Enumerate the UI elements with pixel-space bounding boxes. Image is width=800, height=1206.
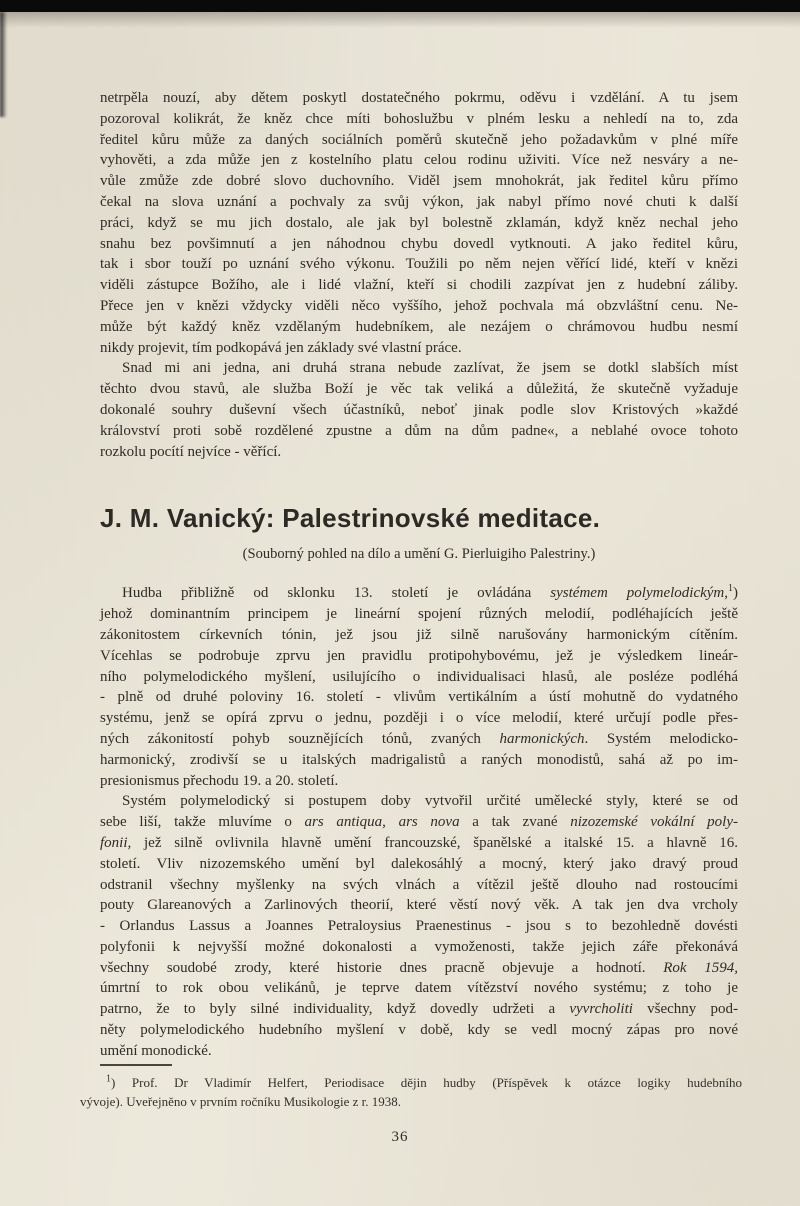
text-line: tak i sbor touží po uznání svého výkonu. Toužili po něm nejen věřící lidé, kteří v knězi	[100, 256, 738, 273]
text-line: nikdy projevit, tím podkopává jen základy své vlastní práce.	[100, 339, 462, 356]
text-line: století. Vliv nizozemského umění byl dalekosáhlý a mocný, který jako dravý proud	[100, 855, 738, 872]
document-page	[0, 12, 800, 1206]
text-line: Snad mi ani jedna, ani druhá strana nebude zazlívat, že jsem se dotkl slabších míst	[122, 360, 738, 377]
article-body-section	[100, 583, 738, 1061]
paragraph	[100, 583, 738, 791]
text-line: fonii, jež silně ovlivnila hlavně umění francouzské, španělské a italské 15. a hlavně 16.	[100, 834, 738, 851]
text-line: vývoje). Uveřejněno v prvním ročníku Musikologie z r. 1938.	[80, 1093, 401, 1109]
text-line: viděli zástupce Božího, ale i lidé vlažní, kteří si chodili zazpívat jen z hudební záliby.	[100, 277, 738, 294]
text-line: vůle zmůže zde dobré slovo duchovního. Viděl jsem mnohokrát, jak ředitel kůru přímo	[100, 173, 738, 190]
text-line: práci, když se mu jich dostalo, ale jak byl bolestně zklamán, když kněz nechal jeho	[100, 214, 738, 231]
text-line: ných zákonitostí pohyb souznějících tónů, zvaných harmonických. Systém melodicko-	[100, 730, 738, 747]
text-line: jehož dominantním principem je lineární spojení různých melodií, podléhajících ještě	[100, 606, 738, 623]
text-line: zákonitostem církevních tónin, jež jsou již silně narušovány harmonickým cítěním.	[100, 626, 738, 643]
text-line: snahu bez povšimnutí a jen náhodnou chybu dovedl vytknouti. A jako ředitel kůru,	[100, 235, 738, 252]
article-heading: J. M. Vanický: Palestrinovské meditace.	[100, 503, 601, 534]
page-number: 36	[391, 1128, 409, 1145]
text-line: umění monodické.	[100, 1042, 212, 1059]
footnote-section	[80, 1073, 742, 1111]
text-line: polyfonii k nejvyšší možné dokonalosti a vymoženosti, takže jejich záře překonává	[100, 938, 738, 955]
text-line: sebe liší, takže mluvíme o ars antiqua, ars nova a tak zvané nizozemské vokální poly-	[100, 814, 738, 831]
text-line: Vícehlas se podrobuje zprvu jen pravidlu protipohybovému, jež je výsledkem lineár-	[100, 647, 738, 664]
page-content	[0, 12, 800, 1146]
text-line: harmonický, zrodivší se u italských madrigalistů a raných monodistů, sahá až po im-	[100, 751, 738, 768]
footnote-divider	[100, 1064, 172, 1066]
paragraph	[80, 1073, 742, 1111]
text-line: netrpěla nouzí, aby dětem poskytl dostatečného pokrmu, oděvu i vzdělání. A tu jsem	[100, 90, 738, 106]
article-subtitle: (Souborný pohled na dílo a umění G. Pierluigiho Palestriny.)	[242, 546, 596, 563]
paragraph	[100, 88, 738, 358]
paragraph	[100, 358, 738, 462]
text-line: těchto dvou stavů, ale služba Boží je věc tak veliká a důležitá, že skutečně vyžaduje	[100, 381, 738, 398]
text-line: dokonalé souhry duševní všech účastníků, neboť jinak podle slov Kristových »každé	[100, 401, 738, 418]
text-line: Přece jen v knězi vždycky viděli něco vyššího, jehož pochvala má obzvláštní cenu. Ne-	[100, 297, 738, 314]
text-line: vyhověti, a zda může jen z kostelního platu celou rodinu uživiti. Více než nesváry a ne-	[100, 152, 738, 169]
text-line: království proti sobě rozdělené zpustne a dům na dům padne«, a neblahé ovoce tohoto	[100, 422, 738, 439]
text-line: čekal na slova uznání a pochvaly za svůj výkon, jak nabyl přímo nové chuti k další	[100, 193, 738, 210]
text-line: úmrtní to rok obou velikánů, je teprve datem vítězství nového systému; z toho je	[100, 980, 738, 997]
text-line: Systém polymelodický si postupem doby vytvořil určité umělecké styly, které se od	[122, 793, 738, 810]
text-line: - Orlandus Lassus a Joannes Petraloysius Praenestinus - jsou s to bezohledně dovésti	[100, 918, 738, 935]
scanner-edge-top	[0, 0, 800, 12]
paragraph	[100, 791, 738, 1061]
text-line: rozkolu pocítí nejvíce - věřící.	[100, 443, 282, 460]
text-line: $^1$) Prof. Dr Vladimír Helfert, Periodisace dějin hudby (Příspěvek k otázce logiky hudebního	[106, 1073, 742, 1090]
intro-section	[100, 12, 738, 462]
text-line: může být každý kněz vzdělaným hudebníkem, ale nezájem o chrámovou hudbu nesmí	[100, 318, 738, 335]
text-line: všechny soudobé zrody, které historie dnes pracně objevuje a hodnotí. Rok 1594,	[100, 959, 739, 976]
text-line: pozoroval kolikrát, že kněz chce míti bohoslužbu v plném lesku a nehledí na to, zda	[100, 110, 738, 127]
text-line: Hudba přibližně od sklonku 13. století je ovládána systémem polymelodickým,$^1$)	[122, 583, 738, 602]
text-line: pouty Glareanových a Zarlinových theorií, které věstí nový věk. A tak jen dva vrcholy	[100, 897, 738, 914]
text-line: něty polymelodického hudebního myšlení v době, kdy se vedl mocný zápas pro nové	[100, 1022, 738, 1039]
text-line: systému, jenž se opírá zprvu o jednu, později i o více melodií, které určují podle přes-	[100, 710, 738, 727]
text-line: patrno, že to byly silné individuality, když dovedly udržeti a vyvrcholiti všechny pod-	[100, 1001, 738, 1018]
text-line: ního polymelodického myšlení, usilujícího o individualisaci hlasů, ale posléze podléhá	[100, 668, 738, 685]
text-line: ředitel kůru může za daných sociálních poměrů skutečně jeho požadavkům v plné míře	[100, 131, 738, 148]
text-line: odstranil všechny myšlenky na svých vlnách a vítězil ještě dlouho nad rostoucími	[100, 876, 738, 893]
text-line: - plně od druhé poloviny 16. století - vlivům vertikálním a ústí mohutně do vydatného	[100, 689, 738, 706]
text-line: presionismus přechodu 19. a 20. století.	[100, 772, 339, 789]
